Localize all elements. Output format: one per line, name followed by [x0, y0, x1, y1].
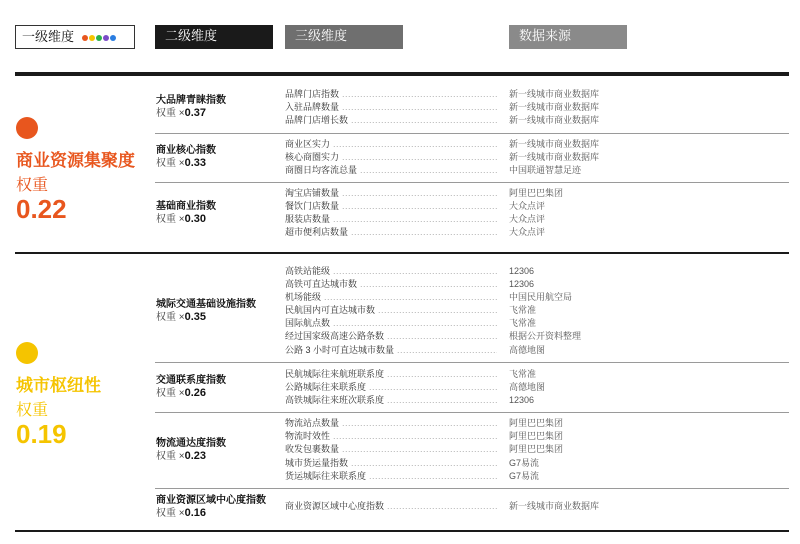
category-title: 商业资源集聚度 [16, 151, 135, 170]
bottom-divider [15, 530, 789, 532]
section-divider [155, 412, 789, 413]
indicator-name: 货运城际往来联系度 ..... [285, 470, 497, 483]
color-dot [103, 35, 109, 41]
indicator-row [285, 265, 785, 278]
indicator-source: 新一线城市商业数据库 [509, 115, 600, 125]
indicator-source: 大众点评 [509, 201, 546, 211]
indicator-source: 中国联通智慧足迹 [509, 165, 582, 175]
indicator-row [285, 164, 785, 177]
header-level1-label: 一级维度 [22, 29, 75, 44]
indicator-name: 核心商圈实力 ..... [285, 151, 497, 164]
weight-prefix: 权重 × [156, 158, 185, 169]
weight-value: 0.37 [184, 107, 207, 119]
subdimension-weight [156, 311, 256, 324]
subdimension [156, 437, 226, 463]
category-commercial-resources [16, 117, 135, 223]
color-dots [82, 27, 117, 49]
subdimension-weight [156, 387, 226, 400]
indicator-source: 阿里巴巴集团 [509, 188, 564, 198]
section-divider [155, 488, 789, 489]
indicator-source: G7易流 [509, 471, 540, 481]
indicator-row [285, 278, 785, 291]
indicator-row [285, 291, 785, 304]
indicator-row [285, 417, 785, 430]
color-dot [96, 35, 102, 41]
indicator-name: 淘宝店铺数量 ..... [285, 187, 497, 200]
indicator-source: G7易流 [509, 458, 540, 468]
category-city-hub [16, 342, 101, 448]
indicator-row [285, 368, 785, 381]
indicator-row [285, 226, 785, 239]
indicator-name: 品牌门店指数 ..... [285, 88, 497, 101]
indicator-row [285, 187, 785, 200]
indicator-name: 高铁站能级 ..... [285, 265, 497, 278]
category-weight: 0.22 [16, 194, 67, 224]
weight-value: 0.33 [184, 157, 207, 169]
subdimension-name: 大品牌青睐指数 [156, 95, 226, 106]
indicator-source: 12306 [509, 266, 535, 276]
subdimension-weight [156, 450, 226, 463]
weight-prefix: 权重 × [156, 214, 185, 225]
color-dot [89, 35, 95, 41]
weight-prefix: 权重 × [156, 451, 185, 462]
section-divider [155, 182, 789, 183]
color-dot [110, 35, 116, 41]
indicator-name: 商圈日均客流总量 ..... [285, 164, 497, 177]
indicator-name: 城市货运量指数 ..... [285, 457, 497, 470]
indicator-name: 物流时效性 ..... [285, 430, 497, 443]
subdimension-name: 物流通达度指数 [156, 438, 226, 449]
indicator-source: 飞常准 [509, 369, 537, 379]
indicator-source: 新一线城市商业数据库 [509, 102, 600, 112]
indicator-row [285, 101, 785, 114]
subdimension [156, 494, 266, 520]
indicator-source: 12306 [509, 395, 535, 405]
section-divider [155, 362, 789, 363]
indicator-row [285, 138, 785, 151]
category-color-dot [16, 342, 38, 364]
indicator-row [285, 381, 785, 394]
indicator-row [285, 114, 785, 127]
indicator-name: 餐饮门店数量 ..... [285, 200, 497, 213]
subdimension-name: 商业核心指数 [156, 145, 216, 156]
indicator-row [285, 151, 785, 164]
subdimension-name: 基础商业指数 [156, 201, 216, 212]
weight-value: 0.35 [184, 311, 207, 323]
category-color-dot [16, 117, 38, 139]
indicator-source: 阿里巴巴集团 [509, 418, 564, 428]
indicator-row [285, 213, 785, 226]
indicator-name: 物流站点数量 ..... [285, 417, 497, 430]
subdimension [156, 144, 216, 170]
indicator-source: 新一线城市商业数据库 [509, 501, 600, 511]
indicator-name: 公路 3 小时可直达城市数量 ..... [285, 344, 497, 357]
indicator-name: 服装店数量 ..... [285, 213, 497, 226]
weight-value: 0.16 [184, 507, 207, 519]
indicator-row [285, 500, 785, 513]
color-dot [82, 35, 88, 41]
indicator-name: 民航国内可直达城市数 ..... [285, 304, 497, 317]
indicator-source: 飞常准 [509, 305, 537, 315]
indicator-name: 经过国家级高速公路条数 ..... [285, 330, 497, 343]
indicator-source: 新一线城市商业数据库 [509, 89, 600, 99]
indicator-name: 超市便利店数量 ..... [285, 226, 497, 239]
header-level1 [15, 25, 135, 49]
subdimension-weight [156, 507, 266, 520]
header-level3: 三级维度 [285, 25, 403, 49]
indicator-source: 新一线城市商业数据库 [509, 139, 600, 149]
indicator-row [285, 344, 785, 357]
indicator-row [285, 200, 785, 213]
subdimension-name: 交通联系度指数 [156, 375, 226, 386]
indicator-row [285, 394, 785, 407]
subdimension [156, 200, 216, 226]
category-title: 城市枢纽性 [16, 376, 101, 395]
subdimension [156, 374, 226, 400]
weight-prefix: 权重 × [156, 508, 185, 519]
indicator-source: 高德地图 [509, 345, 546, 355]
indicator-name: 入驻品牌数量 ..... [285, 101, 497, 114]
category-weight: 0.19 [16, 419, 67, 449]
category-divider [15, 252, 789, 254]
indicator-row [285, 457, 785, 470]
indicator-name: 收发包裹数量 ..... [285, 443, 497, 456]
indicator-row [285, 330, 785, 343]
indicator-name: 高铁城际往来班次联系度 ..... [285, 394, 497, 407]
top-divider [15, 72, 789, 76]
indicator-source: 新一线城市商业数据库 [509, 152, 600, 162]
indicator-row [285, 317, 785, 330]
indicator-source: 飞常准 [509, 318, 537, 328]
weight-value: 0.23 [184, 450, 207, 462]
weight-prefix: 权重 × [156, 312, 185, 323]
subdimension-weight [156, 213, 216, 226]
indicator-row [285, 470, 785, 483]
indicator-name: 公路城际往来联系度 ..... [285, 381, 497, 394]
indicator-source: 中国民用航空局 [509, 292, 573, 302]
category-weight-label: 权重 [16, 402, 49, 419]
indicator-name: 民航城际往来航班联系度 ..... [285, 368, 497, 381]
indicator-source: 大众点评 [509, 214, 546, 224]
subdimension [156, 298, 256, 324]
weight-value: 0.26 [184, 387, 207, 399]
category-weight-label: 权重 [16, 177, 49, 194]
indicator-source: 阿里巴巴集团 [509, 444, 564, 454]
indicator-name: 机场能级 ..... [285, 291, 497, 304]
header-source: 数据来源 [509, 25, 627, 49]
indicator-source: 高德地图 [509, 382, 546, 392]
subdimension-weight [156, 157, 216, 170]
indicator-name: 商业区实力 ..... [285, 138, 497, 151]
subdimension-name: 城际交通基础设施指数 [156, 299, 256, 310]
indicator-source: 阿里巴巴集团 [509, 431, 564, 441]
subdimension-name: 商业资源区域中心度指数 [156, 495, 266, 506]
indicator-name: 品牌门店增长数 ..... [285, 114, 497, 127]
indicator-name: 商业资源区域中心度指数 ..... [285, 500, 497, 513]
subdimension [156, 94, 226, 120]
indicator-row [285, 443, 785, 456]
weight-prefix: 权重 × [156, 388, 185, 399]
indicator-source: 12306 [509, 279, 535, 289]
indicator-row [285, 88, 785, 101]
indicator-name: 高铁可直达城市数 ..... [285, 278, 497, 291]
section-divider [155, 133, 789, 134]
header-level2: 二级维度 [155, 25, 273, 49]
weight-value: 0.30 [184, 213, 207, 225]
indicator-source: 根据公开资料整理 [509, 331, 582, 341]
indicator-name: 国际航点数 ..... [285, 317, 497, 330]
indicator-row [285, 430, 785, 443]
indicator-source: 大众点评 [509, 227, 546, 237]
subdimension-weight [156, 107, 226, 120]
weight-prefix: 权重 × [156, 108, 185, 119]
indicator-row [285, 304, 785, 317]
